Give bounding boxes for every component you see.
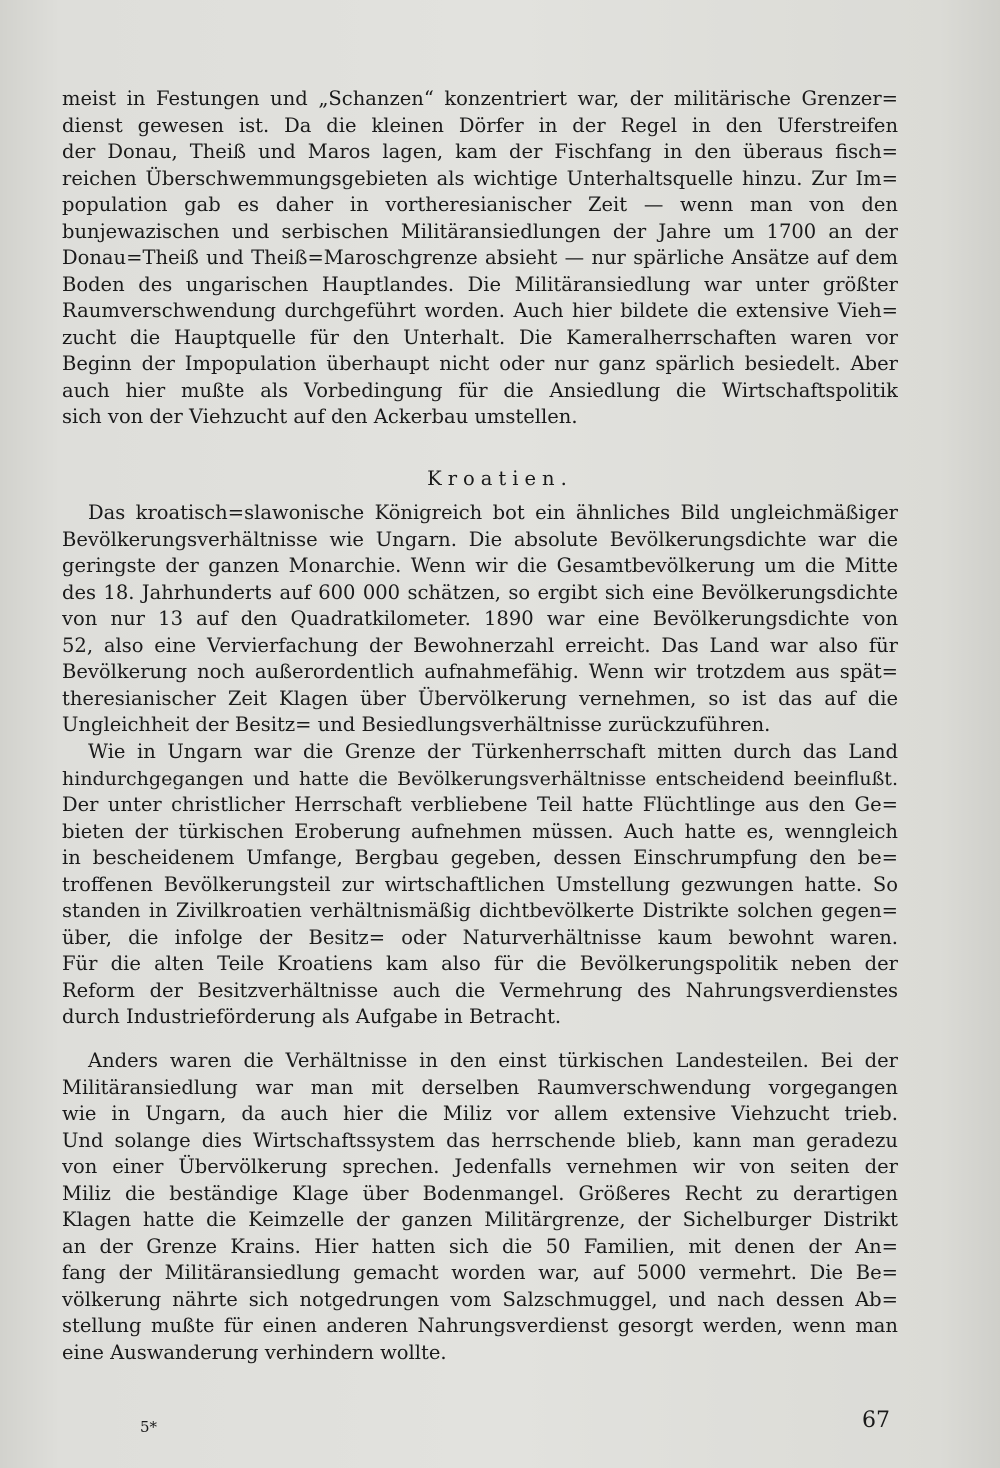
text-line: Anders waren die Verhältnisse in den einst türkischen Landesteilen. Bei der — [88, 1049, 898, 1072]
text-line: bunjewazischen und serbischen Militäransiedlungen der Jahre um 1700 an der — [62, 219, 898, 243]
text-line: der Donau, Theiß und Maros lagen, kam der Fischfang in den überaus fisch= — [62, 140, 898, 163]
text-line: Raumverschwendung durchgeführt worden. Auch hier bildete die extensive Vieh= — [62, 299, 898, 322]
text-line: Beginn der Impopulation überhaupt nicht oder nur ganz spärlich besiedelt. Aber — [62, 352, 898, 375]
text-line: in bescheidenem Umfange, Bergbau gegeben, dessen Einschrumpfung den be= — [62, 846, 898, 869]
text-line: von einer Übervölkerung sprechen. Jedenfalls vernehmen wir von seiten der — [62, 1155, 898, 1178]
text-line: standen in Zivilkroatien verhältnismäßig dichtbevölkerte Distrikte solchen gegen= — [62, 899, 898, 922]
text-line: durch Industrieförderung als Aufgabe in Betracht. — [62, 1005, 562, 1028]
paragraph-kroatien-3 — [62, 1048, 898, 1366]
text-line: von nur 13 auf den Quadratkilometer. 1890 war eine Bevölkerungsdichte von — [62, 607, 898, 630]
text-line: sich von der Viehzucht auf den Ackerbau umstellen. — [62, 405, 578, 428]
paragraph-continuation — [62, 86, 898, 431]
text-line: Reform der Besitzverhältnisse auch die Vermehrung des Nahrungsverdienstes — [62, 978, 898, 1002]
text-line: Für die alten Teile Kroatiens kam also für die Bevölkerungspolitik neben der — [62, 952, 898, 975]
text-line: Der unter christlicher Herrschaft verbliebene Teil hatte Flüchtlinge aus den Ge= — [62, 793, 898, 816]
text-line: 52, also eine Vervierfachung der Bewohnerzahl erreicht. Das Land war also für — [62, 633, 898, 657]
text-line: reichen Überschwemmungsgebieten als wichtige Unterhaltsquelle hinzu. Zur Im= — [62, 166, 898, 190]
text-line: Wie in Ungarn war die Grenze der Türkenherrschaft mitten durch das Land — [88, 740, 898, 763]
text-line: Bevölkerungsverhältnisse wie Ungarn. Die absolute Bevölkerungsdichte war die — [62, 527, 898, 551]
text-line: Militäransiedlung war man mit derselben Raumverschwendung vorgegangen — [62, 1075, 898, 1099]
text-line: völkerung nährte sich notgedrungen vom Salzschmuggel, und nach dessen Ab= — [62, 1287, 898, 1311]
text-line: population gab es daher in vortheresianischer Zeit — wenn man von den — [62, 193, 898, 216]
text-line: wie in Ungarn, da auch hier die Miliz vor allem extensive Viehzucht trieb. — [62, 1102, 898, 1125]
section-heading: Kroatien. — [427, 467, 573, 490]
paragraph-kroatien-1 — [62, 500, 898, 739]
page-number: 67 — [862, 1408, 890, 1433]
text-line: zucht die Hauptquelle für den Unterhalt. Die Kameralherrschaften waren vor — [62, 325, 898, 349]
text-line: Klagen hatte die Keimzelle der ganzen Militärgrenze, der Sichelburger Distrikt — [62, 1208, 898, 1231]
text-line: Donau=Theiß und Theiß=Maroschgrenze absieht — nur spärliche Ansätze auf dem — [62, 246, 898, 269]
text-line: theresianischer Zeit Klagen über Übervölkerung vernehmen, so ist das auf die — [62, 686, 898, 710]
text-line: des 18. Jahrhunderts auf 600 000 schätzen, so ergibt sich eine Bevölkerungsdichte — [62, 580, 898, 604]
text-line: fang der Militäransiedlung gemacht worden war, auf 5000 vermehrt. Die Be= — [62, 1261, 898, 1284]
text-line: stellung mußte für einen anderen Nahrungsverdienst gesorgt werden, wenn man — [62, 1314, 898, 1337]
text-line: an der Grenze Krains. Hier hatten sich die 50 Familien, mit denen der An= — [62, 1234, 898, 1258]
text-line: Bevölkerung noch außerordentlich aufnahmefähig. Wenn wir trotzdem aus spät= — [62, 660, 898, 683]
text-line: Ungleichheit der Besitz= und Besiedlungsverhältnisse zurückzuführen. — [62, 713, 771, 736]
text-line: dienst gewesen ist. Da die kleinen Dörfer in der Regel in den Uferstreifen — [62, 113, 898, 137]
text-line: geringste der ganzen Monarchie. Wenn wir die Gesamtbevölkerung um die Mitte — [62, 554, 898, 577]
text-line: Miliz die beständige Klage über Bodenmangel. Größeres Recht zu derartigen — [62, 1181, 898, 1205]
paragraph-kroatien-2 — [62, 739, 898, 1031]
text-line: bieten der türkischen Eroberung aufnehmen müssen. Auch hatte es, wenngleich — [62, 819, 898, 843]
text-line: eine Auswanderung verhindern wollte. — [62, 1340, 447, 1364]
text-line: Das kroatisch=slawonische Königreich bot ein ähnliches Bild ungleichmäßiger — [88, 501, 898, 524]
signature-mark: 5* — [140, 1418, 158, 1436]
text-line: troffenen Bevölkerungsteil zur wirtschaftlichen Umstellung gezwungen hatte. So — [62, 872, 898, 896]
text-line: Boden des ungarischen Hauptlandes. Die Militäransiedlung war unter größter — [62, 272, 898, 296]
text-line: auch hier mußte als Vorbedingung für die Ansiedlung die Wirtschaftspolitik — [62, 378, 898, 402]
text-line: hindurchgegangen und hatte die Bevölkerungsverhältnisse entscheidend beeinflußt. — [62, 767, 898, 790]
text-line: über, die infolge der Besitz= oder Naturverhältnisse kaum bewohnt waren. — [62, 925, 898, 949]
text-line: Und solange dies Wirtschaftssystem das herrschende blieb, kann man geradezu — [62, 1128, 898, 1152]
text-line: meist in Festungen und „Schanzen“ konzentriert war, der militärische Grenzer= — [62, 87, 898, 110]
